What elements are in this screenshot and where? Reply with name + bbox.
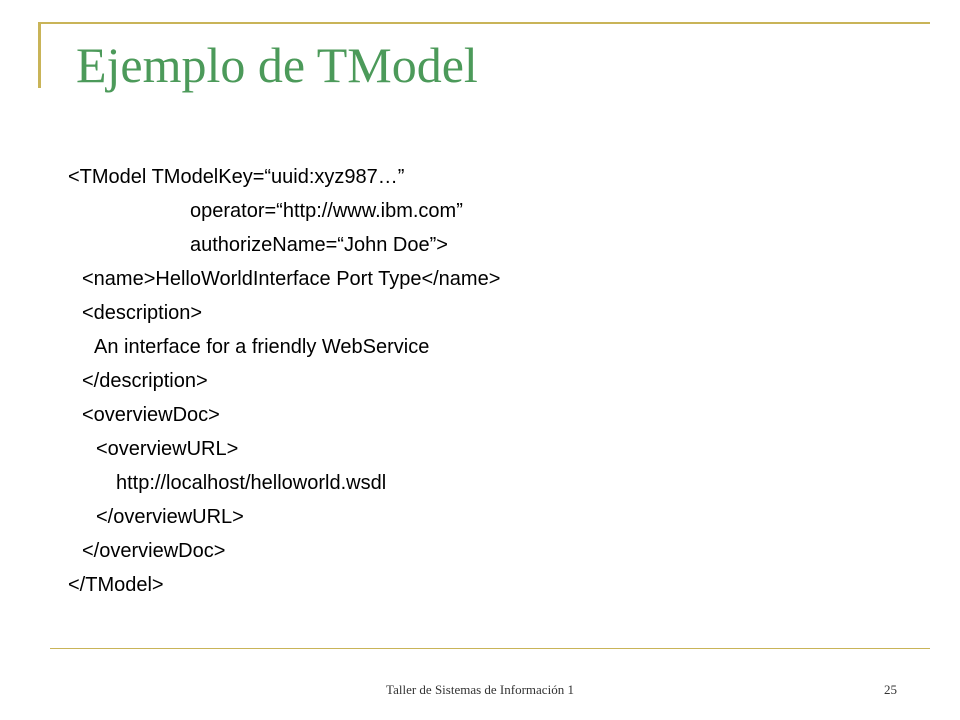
code-line: </overviewURL> xyxy=(96,506,244,528)
bottom-rule xyxy=(50,648,930,649)
top-rule xyxy=(38,22,930,24)
code-line: operator=“http://www.ibm.com” xyxy=(190,200,463,222)
code-line: <overviewURL> xyxy=(96,438,239,460)
code-line: An interface for a friendly WebService xyxy=(94,336,430,358)
code-line: <overviewDoc> xyxy=(82,404,220,426)
slide-title: Ejemplo de TModel xyxy=(76,37,478,93)
page-number: 25 xyxy=(884,682,897,697)
left-rule xyxy=(38,22,41,88)
code-line: authorizeName=“John Doe”> xyxy=(190,234,448,256)
code-line: http://localhost/helloworld.wsdl xyxy=(116,472,387,494)
code-line: <name>HelloWorldInterface Port Type</name> xyxy=(82,268,501,290)
code-line: <TModel TModelKey=“uuid:xyz987…” xyxy=(68,166,405,188)
code-line: </description> xyxy=(82,370,208,392)
code-line: <description> xyxy=(82,302,203,324)
code-line: </overviewDoc> xyxy=(82,540,226,562)
footer-text: Taller de Sistemas de Información 1 xyxy=(386,682,574,697)
code-block xyxy=(68,160,500,602)
code-line: </TModel> xyxy=(68,574,164,596)
